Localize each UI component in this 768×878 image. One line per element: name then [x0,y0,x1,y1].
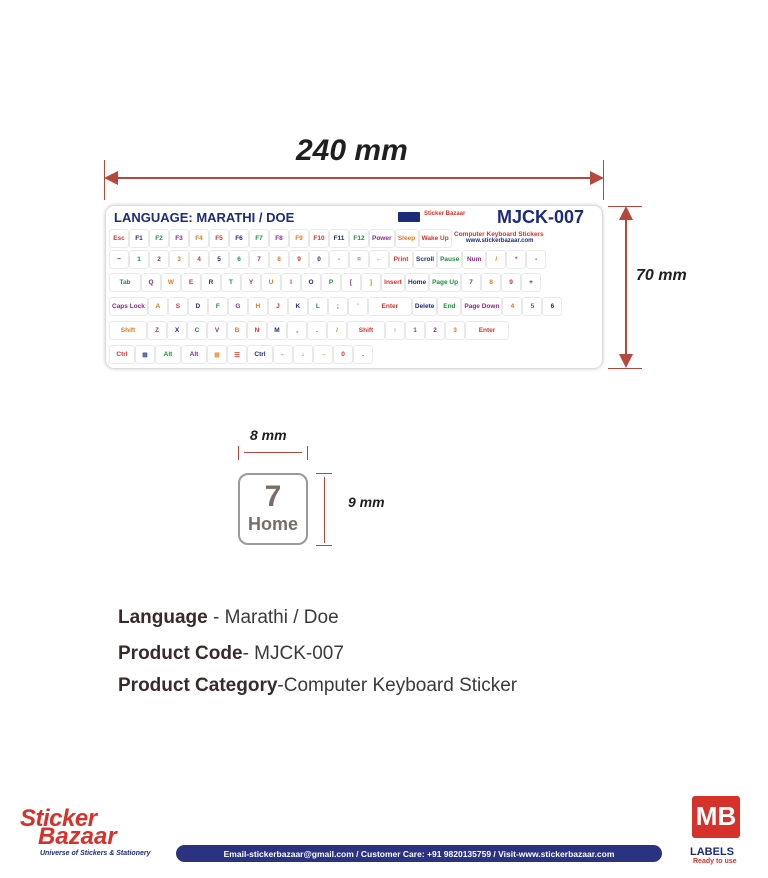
width-tick-right [603,160,604,200]
key-0-2: F2 [150,230,168,247]
key-5-9: → [314,346,332,363]
key-3-3: D [189,298,207,315]
key-3-17: 5 [523,298,541,315]
key-1-0: ~ [110,251,128,268]
sheet-product-code: MJCK-007 [496,207,584,227]
arrow-up-icon [619,206,633,220]
key-2-2: W [162,274,180,291]
key-5-4: ⊞ [208,346,226,363]
key-width-tick-right [307,446,308,460]
key-height-tick-top [316,473,332,474]
key-2-15: Page Up [430,274,460,291]
key-2-19: + [522,274,540,291]
key-3-2: S [169,298,187,315]
key-5-5: ☰ [228,346,246,363]
height-tick-bottom [608,368,642,369]
key-2-16: 7 [462,274,480,291]
key-1-6: 6 [230,251,248,268]
key-4-1: Z [148,322,166,339]
mb-labels-logo: MB [692,796,740,838]
key-1-4: 4 [190,251,208,268]
key-2-6: Y [242,274,260,291]
info-language-value: - Marathi / Doe [207,607,339,628]
key-0-0: Esc [110,230,128,247]
key-0-14: Sleep [396,230,418,247]
key-3-12: Enter [369,298,411,315]
key-4-2: X [168,322,186,339]
key-row-function [110,230,451,247]
key-2-12: ] [362,274,380,291]
info-code-label: Product Code [118,643,243,664]
key-3-16: 4 [503,298,521,315]
width-tick-left [104,160,105,200]
key-5-6: Ctrl [248,346,272,363]
key-1-17: Num [463,251,485,268]
key-1-9: 9 [290,251,308,268]
height-tick-top [608,206,642,207]
key-5-3: Alt [182,346,206,363]
sample-key [238,473,308,545]
key-5-11: . [354,346,372,363]
key-0-3: F3 [170,230,188,247]
mb-labels-text: LABELS [690,846,734,858]
key-0-15: Wake Up [420,230,451,247]
keyboard-sticker-sheet [106,206,602,368]
key-0-11: F11 [330,230,348,247]
key-2-0: Tab [110,274,140,291]
key-2-3: E [182,274,200,291]
key-5-7: ← [274,346,292,363]
key-0-7: F7 [250,230,268,247]
arrow-down-icon [619,354,633,368]
key-4-3: C [188,322,206,339]
key-4-9: . [308,322,326,339]
key-1-18: / [487,251,505,268]
width-dimension-line [116,177,592,179]
key-2-4: R [202,274,220,291]
key-5-0: Ctrl [110,346,134,363]
info-category-label: Product Category [118,675,278,696]
key-0-1: F1 [130,230,148,247]
key-1-16: Pause [438,251,461,268]
mb-labels-subtext: Ready to use [693,858,737,865]
key-3-6: H [249,298,267,315]
sheet-title: LANGUAGE: MARATHI / DOE [114,210,295,225]
key-1-13: ← [370,251,388,268]
sample-key-word: Home [247,514,298,534]
key-4-13: 1 [406,322,424,339]
key-width-label: 8 mm [250,427,287,443]
contact-text: Email-stickerbazaar@gmail.com / Customer Care: +91 9820135759 / Visit-www.stickerbazaar.com [223,848,615,859]
info-category-value: -Computer Keyboard Sticker [277,675,518,696]
key-3-9: L [309,298,327,315]
key-4-8: , [288,322,306,339]
key-0-4: F4 [190,230,208,247]
contact-bar [176,845,662,862]
key-0-13: Power [370,230,394,247]
key-row-qwerty [110,274,540,291]
sheet-brand-logo: Sticker Bazaar [424,211,466,217]
key-0-5: F5 [210,230,228,247]
key-5-2: Alt [156,346,180,363]
key-1-2: 2 [150,251,168,268]
arrow-right-icon [590,171,604,185]
key-0-6: F6 [230,230,248,247]
key-3-4: F [209,298,227,315]
key-3-10: ; [329,298,347,315]
key-2-7: U [262,274,280,291]
key-row-bottom [110,346,372,363]
key-1-1: 1 [130,251,148,268]
key-3-7: J [269,298,287,315]
key-width-tick-left [238,446,239,460]
key-height-tick-bottom [316,545,332,546]
height-dimension-label: 70 mm [636,267,687,284]
key-1-10: 0 [310,251,328,268]
key-4-7: M [268,322,286,339]
key-1-11: - [330,251,348,268]
key-5-1: ⊞ [136,346,154,363]
key-4-4: V [208,322,226,339]
key-0-8: F8 [270,230,288,247]
info-product-category [118,675,517,697]
key-height-label: 9 mm [348,494,385,510]
key-3-11: ' [349,298,367,315]
key-4-14: 2 [426,322,444,339]
key-height-line [324,477,325,543]
key-1-15: Scroll [414,251,436,268]
key-3-1: A [149,298,167,315]
key-2-5: T [222,274,240,291]
key-2-17: 8 [482,274,500,291]
key-2-18: 9 [502,274,520,291]
keyboard-icon [398,212,420,222]
key-1-5: 5 [210,251,228,268]
info-product-code [118,643,344,665]
key-2-14: Home [406,274,428,291]
key-1-14: Print [390,251,412,268]
key-3-5: G [229,298,247,315]
key-3-8: K [289,298,307,315]
sheet-subtitle: Computer Keyboard Stickers [454,231,544,238]
key-3-14: End [438,298,460,315]
key-row-number [110,251,545,268]
key-4-10: / [328,322,346,339]
key-3-15: Page Down [462,298,501,315]
key-5-8: ↓ [294,346,312,363]
key-2-1: Q [142,274,160,291]
key-4-6: N [248,322,266,339]
key-2-8: I [282,274,300,291]
info-language [118,607,339,629]
sticker-bazaar-logo-line2: Bazaar [38,823,117,850]
key-4-0: Shift [110,322,146,339]
key-4-16: Enter [466,322,508,339]
key-row-home [110,298,561,315]
arrow-left-icon [104,171,118,185]
key-3-0: Caps Lock [110,298,147,315]
key-4-5: B [228,322,246,339]
key-2-10: P [322,274,340,291]
key-1-12: = [350,251,368,268]
key-0-10: F10 [310,230,328,247]
key-4-11: Shift [348,322,384,339]
key-1-20: - [527,251,545,268]
key-1-19: * [507,251,525,268]
sticker-bazaar-logo-line1: Sticker [20,805,97,832]
info-language-label: Language [118,607,208,628]
info-code-value: - MJCK-007 [242,643,344,664]
sample-key-number: 7 [264,480,282,513]
key-4-15: 3 [446,322,464,339]
height-dimension-line [625,218,627,358]
key-0-9: F9 [290,230,308,247]
key-width-line [244,452,302,453]
logo-tagline: Universe of Stickers & Stationery [40,850,151,857]
key-3-13: Delete [413,298,437,315]
key-5-10: 0 [334,346,352,363]
key-2-9: O [302,274,320,291]
sheet-url: www.stickerbazaar.com [466,238,534,244]
key-1-3: 3 [170,251,188,268]
key-3-18: 6 [543,298,561,315]
key-1-7: 7 [250,251,268,268]
key-2-13: Insert [382,274,404,291]
key-2-11: [ [342,274,360,291]
key-4-12: ↑ [386,322,404,339]
key-0-12: F12 [350,230,368,247]
key-row-shift [110,322,508,339]
width-dimension-label: 240 mm [296,134,408,167]
key-1-8: 8 [270,251,288,268]
